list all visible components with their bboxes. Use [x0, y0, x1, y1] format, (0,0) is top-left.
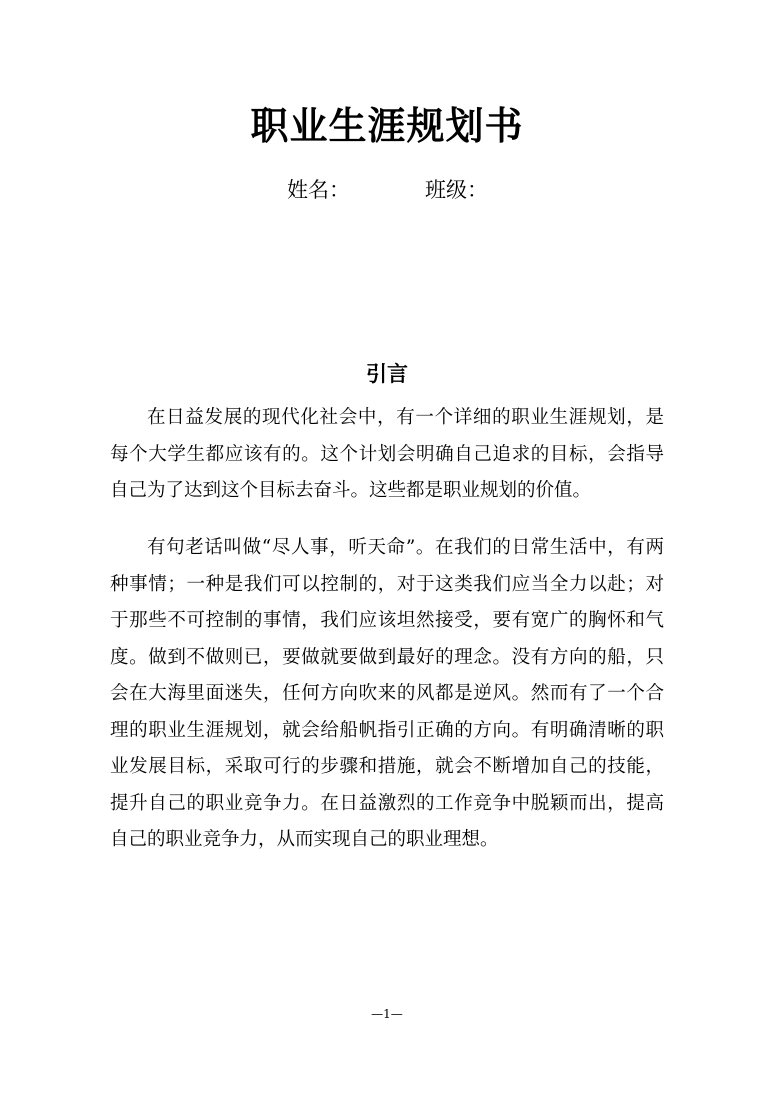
document-title: 职业生涯规划书: [250, 103, 524, 148]
name-label: 姓名：: [287, 178, 350, 202]
page-number: —1—: [371, 1007, 403, 1021]
paragraph: 在日益发展的现代化社会中，有一个详细的职业生涯规划，是每个大学生都应该有的。这个计划会明确自己追求的目标，会指导自己为了达到这个目标去奋斗。这些都是职业规划的价值。: [110, 407, 664, 501]
student-info-line: [0, 172, 774, 208]
section-heading-introduction: 引言: [366, 361, 408, 386]
paragraph: 有句老话叫做“尽人事，听天命”。在我们的日常生活中，有两种事情；一种是我们可以控制的，对于这类我们应当全力以赴；对于那些不可控制的事情，我们应该坦然接受，要有宽广的胸怀和气度。做到不做则已，要做就要做到最好的理念。没有方向的船，只会在大海里面迷失，任何方向吹来的风都是逆风。然而有了一个合理的职业生涯规划，就会给船帆指引正确的方向。有明确清晰的职业发展目标，采取可行的步骤和措施，就会不断增加自己的技能，提升自己的职业竞争力。在日益激烈的工作竞争中脱颖而出，提高自己的职业竞争力，从而实现自己的职业理想。: [110, 537, 664, 850]
class-label: 班级：: [425, 178, 488, 202]
